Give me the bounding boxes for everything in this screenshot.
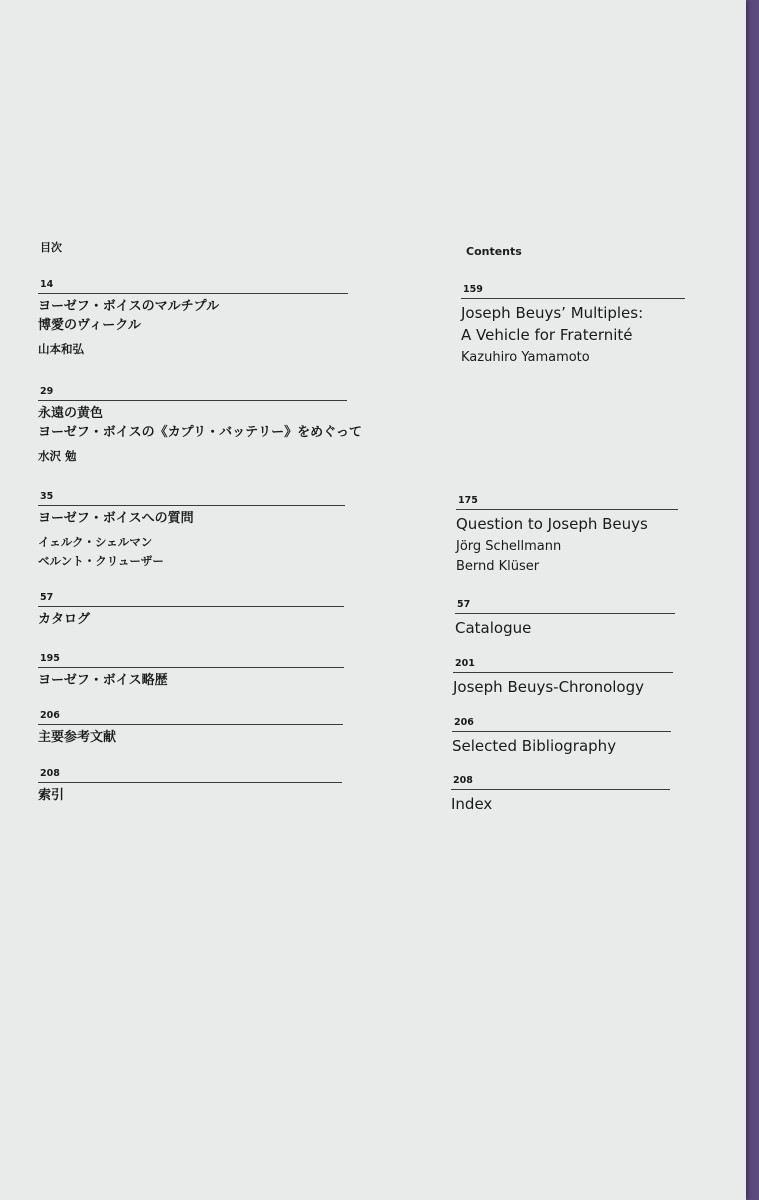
toc-divider (38, 505, 345, 506)
toc-page-number: 208 (453, 775, 473, 786)
toc-title-line: Index (451, 795, 493, 813)
japanese-contents-heading: 目次 (40, 241, 62, 254)
toc-title-line: ヨーゼフ・ボイス略歴 (38, 673, 168, 688)
english-toc-entry (452, 717, 671, 757)
toc-page-number: 208 (40, 768, 60, 779)
toc-page-number: 206 (454, 717, 474, 728)
toc-divider (38, 606, 344, 607)
toc-divider (38, 724, 343, 725)
toc-title-line: A Vehicle for Fraternité (461, 326, 633, 344)
english-toc-entry (455, 599, 675, 639)
toc-title-line: 博愛のヴィークル (38, 318, 141, 333)
english-toc-entry (451, 775, 670, 815)
toc-page-number: 29 (40, 386, 54, 397)
japanese-toc-entry (38, 653, 344, 690)
toc-page-number: 206 (40, 710, 60, 721)
toc-divider (455, 613, 675, 614)
toc-page-number: 195 (40, 653, 60, 664)
japanese-toc-entry (38, 768, 342, 805)
toc-divider (38, 782, 342, 783)
toc-page-number: 159 (463, 284, 483, 295)
toc-title-line: 永遠の黄色 (38, 406, 104, 421)
toc-divider (38, 400, 347, 401)
toc-author-line: 山本和弘 (38, 342, 84, 356)
toc-author-line: Jörg Schellmann (456, 539, 562, 554)
toc-title-line: カタログ (38, 612, 91, 627)
toc-page-number: 35 (40, 491, 54, 502)
japanese-toc-entry (38, 491, 345, 571)
english-toc-entry (461, 284, 685, 368)
toc-title-line: Selected Bibliography (452, 737, 617, 755)
toc-title-line: ヨーゼフ・ボイスのマルチプル (38, 299, 220, 314)
toc-divider (451, 789, 670, 790)
english-toc-entry (453, 658, 673, 698)
toc-divider (452, 731, 671, 732)
toc-divider (38, 293, 348, 294)
japanese-toc-entry (38, 710, 343, 747)
toc-title-line: ヨーゼフ・ボイスへの質問 (38, 511, 194, 526)
toc-title-line: 主要参考文献 (38, 730, 117, 745)
toc-page-number: 201 (455, 658, 475, 669)
toc-title-line: 索引 (38, 788, 65, 803)
toc-page-number: 57 (457, 599, 471, 610)
toc-divider (38, 667, 344, 668)
toc-title-line: Joseph Beuys-Chronology (453, 678, 644, 696)
toc-page-number: 175 (458, 495, 478, 506)
toc-author-line: Kazuhiro Yamamoto (461, 350, 590, 365)
english-contents-heading: Contents (466, 245, 522, 258)
toc-author-line: ベルント・クリューザー (38, 554, 164, 568)
toc-author-line: Bernd Klüser (456, 559, 540, 574)
toc-divider (453, 672, 673, 673)
toc-divider (461, 298, 685, 299)
toc-title-line: ヨーゼフ・ボイスの《カプリ・バッテリー》をめぐって (38, 425, 362, 440)
english-toc-entry (456, 495, 678, 577)
japanese-toc-entry (38, 279, 348, 359)
japanese-toc-entry (38, 592, 344, 629)
toc-divider (456, 509, 678, 510)
toc-title-line: Question to Joseph Beuys (456, 515, 648, 533)
toc-page-number: 14 (40, 279, 54, 290)
toc-author-line: 水沢 勉 (38, 449, 77, 463)
japanese-toc-entry (38, 386, 362, 466)
toc-author-line: イェルク・シェルマン (38, 535, 153, 549)
toc-title-line: Joseph Beuys’ Multiples: (461, 304, 644, 322)
toc-title-line: Catalogue (455, 619, 532, 637)
toc-page-number: 57 (40, 592, 54, 603)
